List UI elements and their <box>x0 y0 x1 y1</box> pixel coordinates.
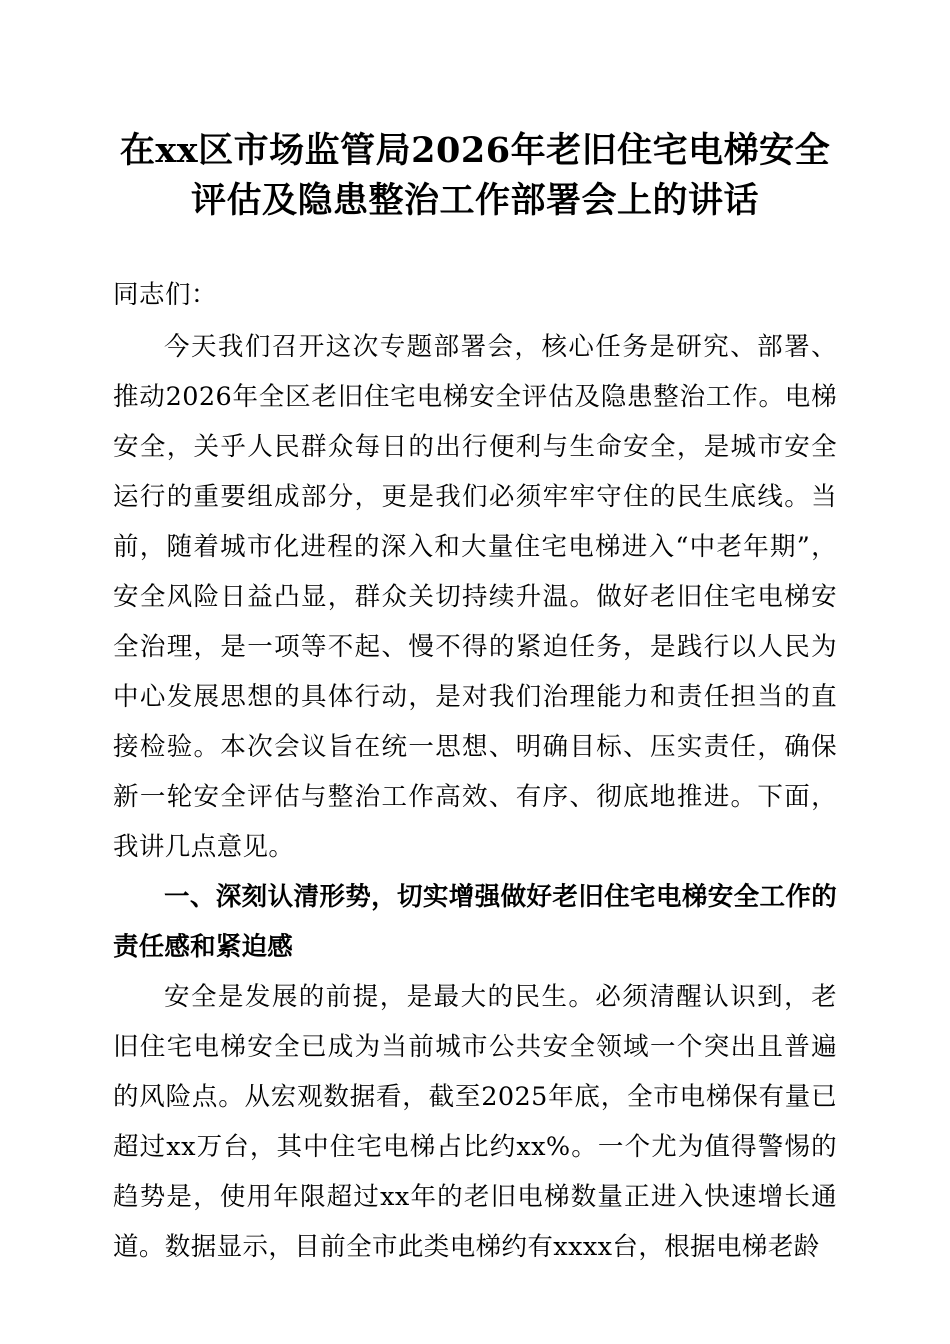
section-heading: 一、深刻认清形势，切实增强做好老旧住宅电梯安全工作的责任感和紧迫感 <box>113 882 837 962</box>
page-title: 在xx区市场监管局2026年老旧住宅电梯安全评估及隐患整治工作部署会上的讲话 <box>119 130 831 221</box>
salutation: 同志们： <box>113 280 218 310</box>
section-paragraph: 安全是发展的前提，是最大的民生。必须清醒认识到，老旧住宅电梯安全已成为当前城市公共安全领域一个突出且普遍的风险点。从宏观数据看，截至2025年底，全市电梯保有量已超过xx万台，其中住宅电梯占比约xx%。一个尤为值得警惕的趋势是，使用年限超过xx年的老旧电梯数量正进入快速增长通道。数据显示，目前全市此类电梯约有xxxx台，根据电梯老龄 <box>113 982 837 1262</box>
body-paragraph: 今天我们召开这次专题部署会，核心任务是研究、部署、推动2026年全区老旧住宅电梯安全评估及隐患整治工作。电梯安全，关乎人民群众每日的出行便利与生命安全，是城市安全运行的重要组成部分，更是我们必须牢牢守住的民生底线。当前，随着城市化进程的深入和大量住宅电梯进入“中老年期”，安全风险日益凸显，群众关切持续升温。做好老旧住宅电梯安全治理，是一项等不起、慢不得的紧迫任务，是践行以人民为中心发展思想的具体行动，是对我们治理能力和责任担当的直接检验。本次会议旨在统一思想、明确目标、压实责任，确保新一轮安全评估与整治工作高效、有序、彻底地推进。下面，我讲几点意见。 <box>113 332 837 862</box>
